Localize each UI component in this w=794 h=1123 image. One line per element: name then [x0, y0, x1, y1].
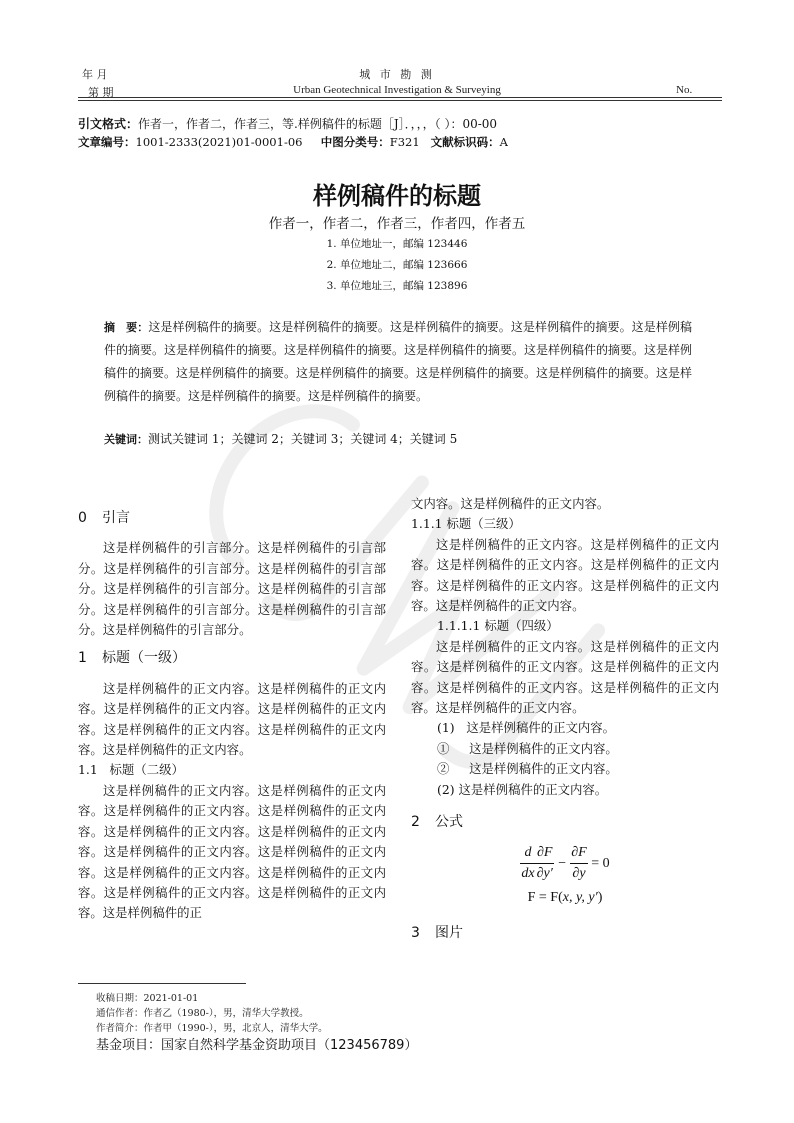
header-rule-thin	[78, 100, 722, 101]
article-info	[78, 134, 508, 150]
subsection-heading	[411, 616, 719, 636]
paragraph: 这是样例稿件的正文内容。这是样例稿件的正文内容。这是样例稿件的正文内容。这是样例稿件的正文内容。这是样例稿件的正文内容。这是样例稿件的正文内容。这是样例稿件的正文内容。	[411, 536, 719, 614]
list-item	[411, 780, 719, 800]
list-item	[411, 739, 719, 759]
paragraph: 这是样例稿件的正文内容。这是样例稿件的正文内容。这是样例稿件的正文内容。这是样例稿件的正文内容。这是样例稿件的正文内容。这是样例稿件的正文内容。这是样例稿件的正文内容。	[411, 638, 719, 716]
header-rule	[78, 97, 722, 98]
citation-label: 引文格式：	[78, 117, 139, 131]
equation-functional: F = F(x, y, y′)	[527, 890, 603, 906]
citation-text: 作者一，作者二，作者三，等.样例稿件的标题［J］．，，，（ ）：00-00	[138, 117, 498, 131]
authors: 作者一，作者二，作者三，作者四，作者五	[268, 216, 526, 232]
paper-title: 样例稿件的标题	[313, 182, 481, 210]
section-title: 标题（三级）	[446, 516, 521, 532]
affiliation: 3. 单位地址三，邮编 123896	[326, 280, 468, 292]
section-title: 标题（二级）	[109, 762, 184, 778]
section-heading	[78, 508, 386, 528]
list-item	[411, 718, 719, 738]
list-marker: ②	[437, 761, 450, 777]
article-id: 1001-2333(2021)01-0001-06	[135, 135, 303, 149]
affiliation: 1. 单位地址一，邮编 123446	[326, 238, 468, 250]
list-marker: (2)	[437, 781, 455, 797]
section-number: 1	[78, 650, 87, 667]
section-heading	[411, 812, 719, 832]
section-title: 图片	[435, 924, 463, 941]
left-column	[78, 500, 386, 924]
article-id-label: 文章编号：	[78, 135, 136, 149]
list-text: 这是样例稿件的正文内容。	[469, 740, 618, 756]
subsection-heading	[411, 514, 719, 534]
doc-code-label: 文献标识码：	[430, 135, 500, 149]
abstract-label: 摘 要：	[104, 321, 149, 334]
keywords-label: 关键词：	[104, 433, 148, 446]
journal-name-en: Urban Geotechnical Investigation & Surveying	[293, 84, 501, 96]
abstract	[104, 316, 692, 408]
header-issue: 第 期	[88, 86, 114, 99]
section-number: 1.1.1.1	[437, 618, 481, 634]
right-column	[411, 494, 719, 953]
header-year-month: 年 月	[82, 68, 108, 81]
keywords-text: 测试关键词 1；关键词 2；关键词 3；关键词 4；关键词 5	[148, 432, 458, 446]
journal-name-cn: 城 市 勘 测	[359, 68, 435, 81]
paragraph: 这是样例稿件的引言部分。这是样例稿件的引言部分。这是样例稿件的引言部分。这是样例稿件的引言部分。这是样例稿件的引言部分。这是样例稿件的引言部分。这是样例稿件的引言部分。这是样例稿件的引言部分。这是样例稿件的引言部分。	[78, 540, 386, 638]
equation-euler-lagrange: $\frac{d}{dx}$ $\frac{\partial F}{\partial y'}$ − $\frac{\partial F}{\partial y}$ = 0	[521, 844, 610, 881]
received-date: 收稿日期：2021-01-01	[96, 993, 199, 1004]
list-text: 这是样例稿件的正文内容。	[466, 720, 616, 736]
section-title: 公式	[435, 814, 463, 831]
list-text: 这是样例稿件的正文内容。	[458, 781, 608, 797]
keywords	[104, 430, 457, 447]
paragraph: 文内容。这是样例稿件的正文内容。	[411, 496, 610, 511]
clc-label: 中图分类号：	[320, 135, 390, 149]
corresponding-author: 通信作者：作者乙（1980-），男，清华大学教授。	[96, 1008, 309, 1019]
paragraph: 这是样例稿件的正文内容。这是样例稿件的正文内容。这是样例稿件的正文内容。这是样例稿件的正文内容。这是样例稿件的正文内容。这是样例稿件的正文内容。这是样例稿件的正文内容。这是样例稿件的正文内容。这是样例稿件的正文内容。这是样例稿件的正文内容。这是样例稿件的正文内容。这是样例稿件的正文内容。这是样例稿件的正	[78, 782, 386, 921]
list-text: 这是样例稿件的正文内容。	[469, 761, 618, 777]
list-marker: ①	[437, 740, 450, 756]
section-number: 0	[78, 510, 87, 526]
section-heading	[411, 923, 719, 943]
section-number: 3	[411, 924, 420, 941]
affiliation: 2. 单位地址二，邮编 123666	[326, 259, 468, 271]
section-number: 1.1.1	[411, 516, 443, 532]
section-title: 引言	[102, 510, 130, 526]
list-marker: (1)	[437, 720, 455, 736]
fund-info: 基金项目：国家自然科学基金资助项目（123456789）	[96, 1038, 418, 1053]
section-title: 标题（一级）	[102, 650, 186, 667]
section-heading	[78, 648, 386, 668]
subsection-heading	[78, 760, 386, 780]
abstract-text: 这是样例稿件的摘要。这是样例稿件的摘要。这是样例稿件的摘要。这是样例稿件的摘要。这是样例稿件的摘要。这是样例稿件的摘要。这是样例稿件的摘要。这是样例稿件的摘要。这是样例稿件的摘要。这是样例稿件的摘要。这是样例稿件的摘要。这是样例稿件的摘要。这是样例稿件的摘要。这是样例稿件的摘要。这是样例稿件的摘要。这是样例稿件的摘要。这是样例稿件的摘要。	[104, 320, 693, 403]
section-title: 标题（四级）	[484, 618, 559, 634]
citation-line	[78, 115, 497, 132]
clc: F321	[389, 135, 420, 149]
doc-code: A	[499, 135, 508, 149]
section-number: 2	[411, 814, 420, 831]
author-bio: 作者简介：作者甲（1990-），男，北京人，清华大学。	[96, 1023, 328, 1034]
section-number: 1.1	[78, 762, 98, 778]
footnote-rule	[78, 983, 246, 984]
header-no: No.	[676, 84, 693, 96]
paragraph: 这是样例稿件的正文内容。这是样例稿件的正文内容。这是样例稿件的正文内容。这是样例稿件的正文内容。这是样例稿件的正文内容。这是样例稿件的正文内容。这是样例稿件的正文内容。	[78, 680, 386, 758]
list-item	[411, 759, 719, 779]
